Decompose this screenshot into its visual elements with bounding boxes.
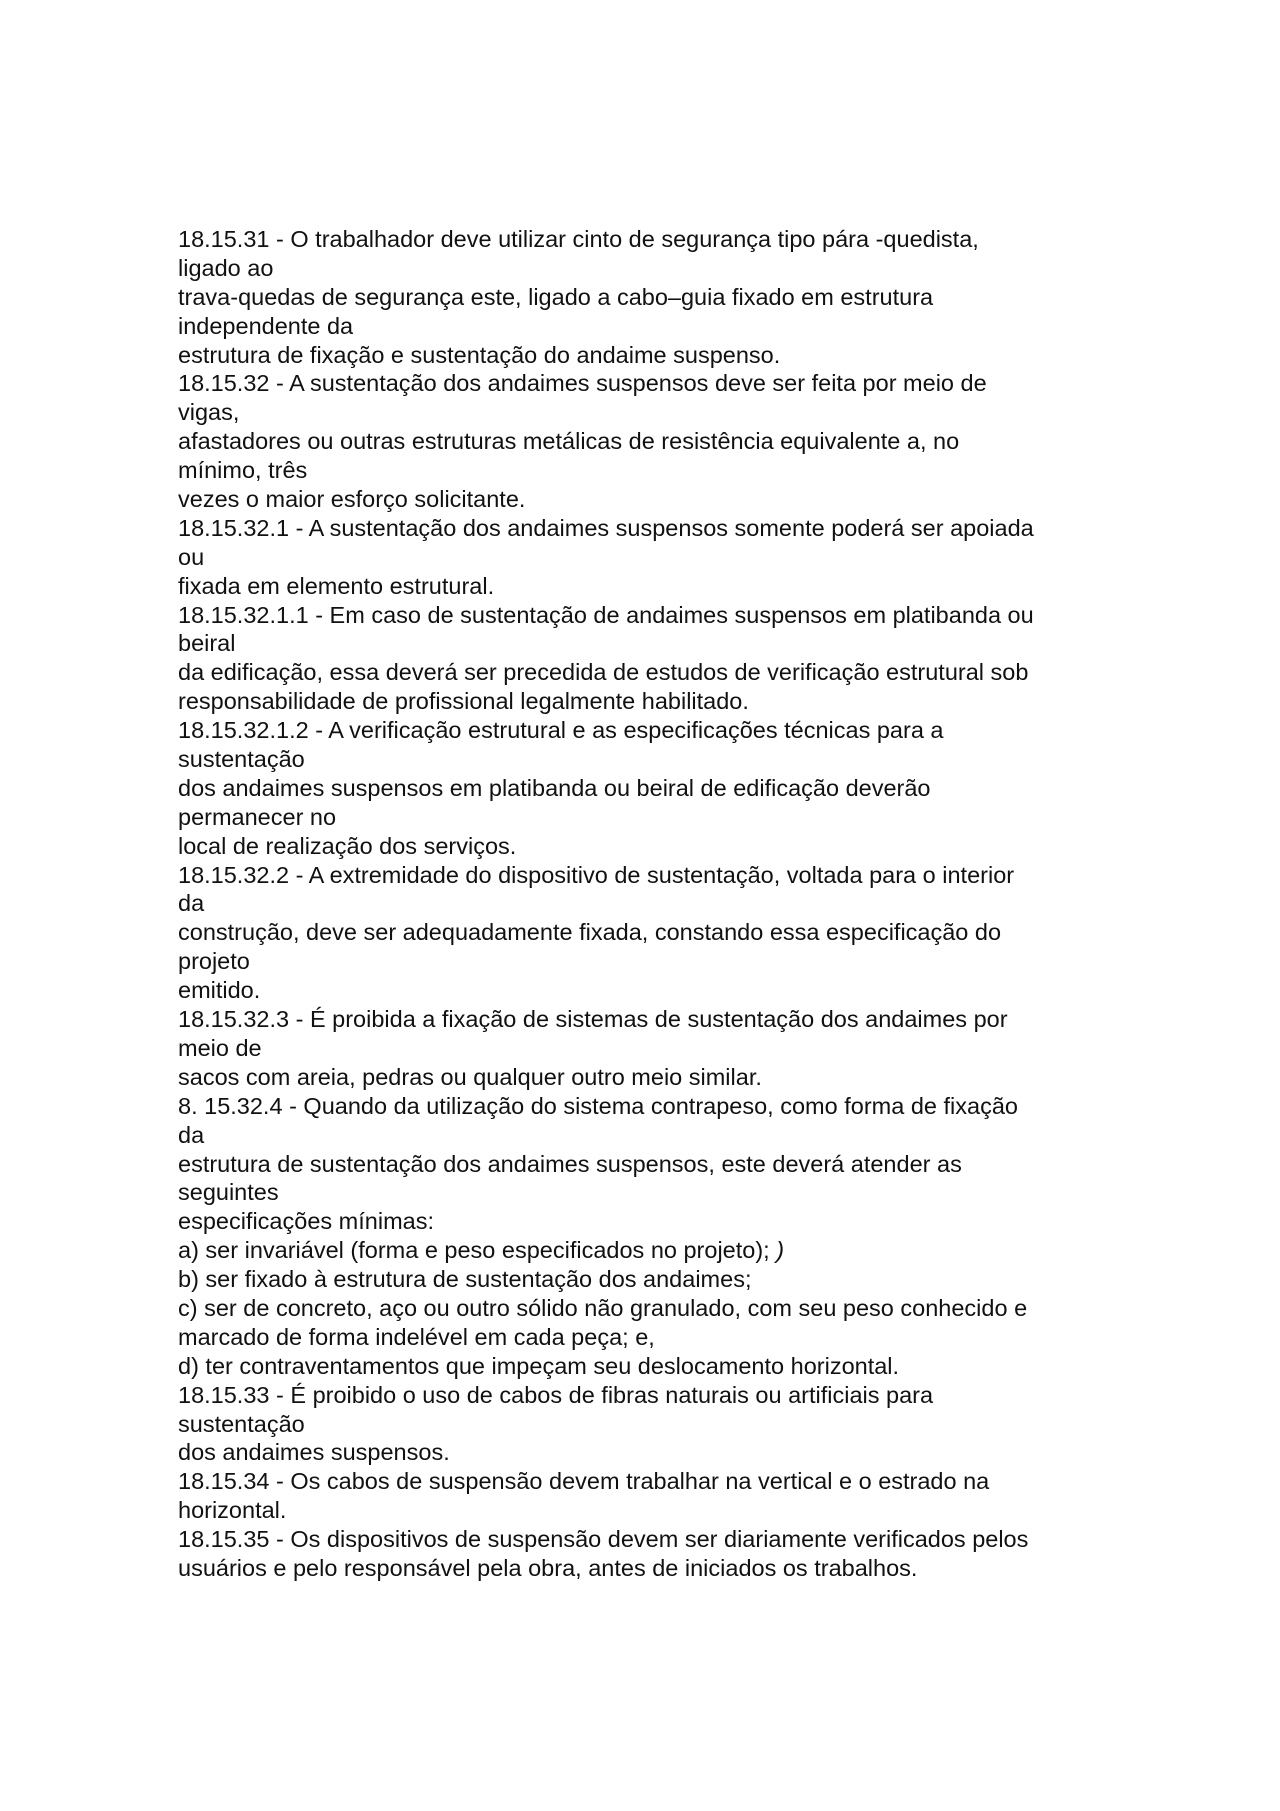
- text-line: usuários e pelo responsável pela obra, antes de iniciados os trabalhos.: [178, 1554, 918, 1581]
- text-line: emitido.: [178, 977, 261, 1004]
- italic-paren: ): [776, 1237, 785, 1264]
- text-line: 18.15.32.3 - É proibida a fixação de sistemas de sustentação dos andaimes por: [178, 1006, 1008, 1033]
- text-line: 8. 15.32.4 - Quando da utilização do sistema contrapeso, como forma de fixação: [178, 1092, 1018, 1119]
- text-line: vezes o maior esforço solicitante.: [178, 486, 526, 513]
- text-line: 18.15.31 - O trabalhador deve utilizar cinto de segurança tipo pára -quedista,: [178, 226, 979, 252]
- text-line: da edificação, essa deverá ser precedida de estudos de verificação estrutural sob: [178, 659, 1029, 686]
- text-line: c) ser de concreto, aço ou outro sólido não granulado, com seu peso conhecido e: [178, 1294, 1028, 1321]
- text-line: seguintes: [178, 1179, 279, 1206]
- text-line: sustentação: [178, 1410, 305, 1437]
- text-line: dos andaimes suspensos em platibanda ou beiral de edificação deverão: [178, 774, 931, 801]
- text-line: trava-quedas de segurança este, ligado a cabo–guia fixado em estrutura: [178, 283, 934, 310]
- text-line: 18.15.32.2 - A extremidade do dispositivo de sustentação, voltada para o interior: [178, 861, 1015, 888]
- document-body: [178, 225, 1178, 1583]
- text-line-item-a: [178, 1236, 1178, 1265]
- text-line: 18.15.32.1 - A sustentação dos andaimes suspensos somente poderá ser apoiada: [178, 514, 1034, 541]
- text-line: vigas,: [178, 399, 240, 426]
- text-line: 18.15.33 - É proibido o uso de cabos de fibras naturais ou artificiais para: [178, 1381, 934, 1408]
- text-line: da: [178, 1121, 205, 1148]
- text-line: ou: [178, 543, 205, 570]
- text-line: meio de: [178, 1034, 262, 1061]
- text-line: construção, deve ser adequadamente fixada, constando essa especificação do: [178, 919, 1002, 946]
- text-line: sacos com areia, pedras ou qualquer outro meio similar.: [178, 1063, 762, 1090]
- text-line: estrutura de sustentação dos andaimes suspensos, este deverá atender as: [178, 1150, 962, 1177]
- text-line: independente da: [178, 312, 354, 339]
- text-line: especificações mínimas:: [178, 1208, 434, 1235]
- text-line: 18.15.32.1.1 - Em caso de sustentação de andaimes suspensos em platibanda ou: [178, 601, 1034, 628]
- text-line: 18.15.32 - A sustentação dos andaimes suspensos deve ser feita por meio de: [178, 370, 987, 397]
- text-line: horizontal.: [178, 1497, 287, 1524]
- text-line: mínimo, três: [178, 457, 308, 484]
- text-line: projeto: [178, 948, 250, 975]
- text-line: ligado ao: [178, 254, 274, 281]
- text-line: dos andaimes suspensos.: [178, 1439, 450, 1466]
- text-line: b) ser fixado à estrutura de sustentação dos andaimes;: [178, 1266, 752, 1293]
- text-line: 18.15.32.1.2 - A verificação estrutural e as especificações técnicas para a: [178, 717, 944, 744]
- text-line: fixada em elemento estrutural.: [178, 572, 495, 599]
- text-line: marcado de forma indelével em cada peça; e,: [178, 1323, 655, 1350]
- text-line: responsabilidade de profissional legalmente habilitado.: [178, 688, 749, 715]
- text-line: estrutura de fixação e sustentação do andaime suspenso.: [178, 341, 781, 368]
- text-line: permanecer no: [178, 803, 337, 830]
- text-line: beiral: [178, 630, 236, 657]
- text-line: d) ter contraventamentos que impeçam seu deslocamento horizontal.: [178, 1352, 900, 1379]
- text-line: da: [178, 890, 205, 917]
- text-line: sustentação: [178, 746, 305, 773]
- text-line: 18.15.35 - Os dispositivos de suspensão devem ser diariamente verificados pelos: [178, 1526, 1029, 1553]
- text-line: afastadores ou outras estruturas metálicas de resistência equivalente a, no: [178, 428, 960, 455]
- text-line-item-a-text: a) ser invariável (forma e peso especificados no projeto);: [178, 1237, 777, 1264]
- text-line: 18.15.34 - Os cabos de suspensão devem trabalhar na vertical e o estrado na: [178, 1468, 990, 1495]
- text-line: local de realização dos serviços.: [178, 832, 517, 859]
